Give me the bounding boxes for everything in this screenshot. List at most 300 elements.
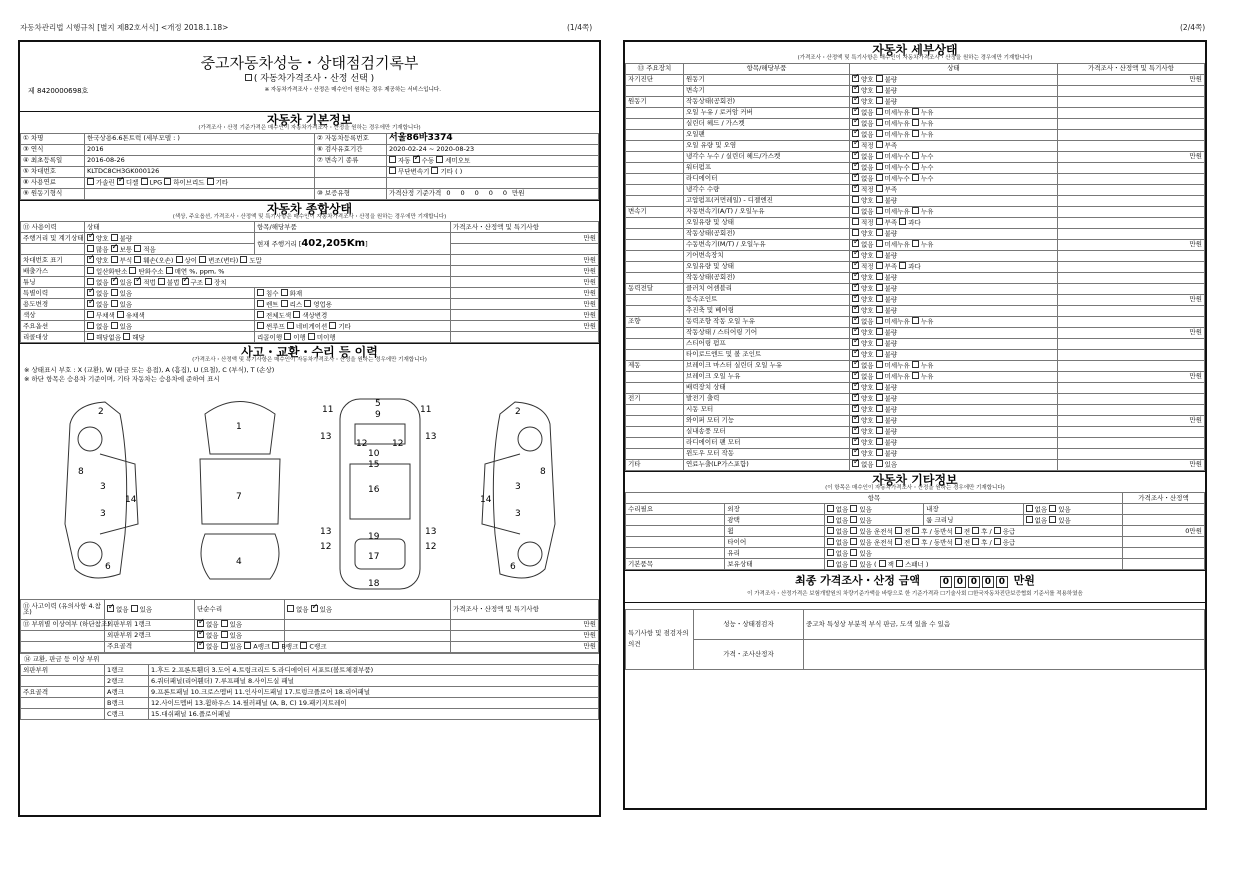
- checkbox[interactable]: [164, 178, 171, 185]
- checkbox[interactable]: [166, 267, 173, 274]
- device-status: ✓ 양호 불량: [850, 382, 1058, 393]
- checkbox[interactable]: [117, 178, 124, 185]
- field-label: [315, 166, 387, 177]
- checkbox[interactable]: [244, 642, 251, 649]
- checkbox[interactable]: [896, 560, 903, 567]
- field-label: ⑨ 원동기형식: [21, 188, 85, 199]
- checkbox[interactable]: [1049, 516, 1056, 523]
- checkbox[interactable]: [852, 207, 859, 214]
- device-group: [626, 338, 684, 349]
- base-price-label: 가격산정 기준가격: [389, 189, 442, 198]
- checkbox[interactable]: [197, 642, 204, 649]
- checkbox[interactable]: [134, 256, 141, 263]
- checkbox[interactable]: [876, 449, 883, 456]
- checkbox[interactable]: [852, 218, 859, 225]
- device-status: ✓ 양호 불량: [850, 250, 1058, 261]
- checkbox[interactable]: [876, 273, 883, 280]
- field-label: 주요옵션: [21, 321, 85, 332]
- price-cell: [1058, 250, 1205, 261]
- checkbox[interactable]: [876, 229, 883, 236]
- device-part: 스티어링 펌프: [684, 338, 850, 349]
- checkbox[interactable]: [123, 333, 130, 340]
- checkbox[interactable]: [852, 229, 859, 236]
- checkbox[interactable]: [87, 267, 94, 274]
- checkbox[interactable]: [389, 167, 396, 174]
- checkbox[interactable]: [850, 505, 857, 512]
- accident-cell: ✓ 없음 있음 A랭크 B랭크 C랭크: [195, 641, 285, 652]
- inspector-opinion[interactable]: 중고차 특성상 부분적 부식 판금, 도색 있을 수 있음: [804, 609, 1205, 639]
- device-group: [626, 162, 684, 173]
- checkbox[interactable]: [111, 245, 118, 252]
- checkbox[interactable]: [850, 560, 857, 567]
- device-group: 원동기: [626, 96, 684, 107]
- checkbox[interactable]: [852, 295, 859, 302]
- checkbox[interactable]: [852, 185, 859, 192]
- column-header: 항목: [626, 493, 1123, 504]
- form-reference: 자동차관리법 시행규칙 [별지 제82호서식] <개정 2018.1.18>: [20, 23, 229, 32]
- checkbox[interactable]: [134, 245, 141, 252]
- checkbox[interactable]: [852, 383, 859, 390]
- svg-text:12: 12: [392, 438, 404, 449]
- field-label: 리콜대상: [21, 332, 85, 343]
- svg-text:16: 16: [368, 484, 380, 495]
- checkbox[interactable]: [111, 322, 118, 329]
- part-group: 외판부위: [21, 665, 105, 676]
- overall-section: [20, 201, 599, 345]
- checkbox[interactable]: [197, 631, 204, 638]
- checkbox[interactable]: [308, 333, 315, 340]
- checkbox[interactable]: [852, 141, 859, 148]
- device-part: 라디에이터: [684, 173, 850, 184]
- checkbox[interactable]: [912, 372, 919, 379]
- checkbox[interactable]: [852, 174, 859, 181]
- checkbox[interactable]: [899, 262, 906, 269]
- device-part: 배력장치 상태: [684, 382, 850, 393]
- table-row: [626, 173, 1205, 184]
- accident-cell: ✓ 없음 있음: [195, 619, 285, 630]
- checkbox[interactable]: [876, 405, 883, 412]
- checkbox[interactable]: [272, 642, 279, 649]
- checkbox[interactable]: [131, 605, 138, 612]
- device-status: ✓ 없음 미세누유 누유: [850, 107, 1058, 118]
- checkbox[interactable]: [852, 449, 859, 456]
- checkbox[interactable]: [895, 527, 902, 534]
- checkbox[interactable]: [852, 306, 859, 313]
- price-cell: 만원: [1058, 294, 1205, 305]
- basic-info-title: 자동차 기본정보: [266, 113, 353, 127]
- checkbox[interactable]: [129, 267, 136, 274]
- price-cell: [1058, 448, 1205, 459]
- checkbox[interactable]: [912, 361, 919, 368]
- table-row: [21, 709, 599, 720]
- accident-cell: ⑬ 부위별 이상여부 (하단참조): [21, 619, 105, 630]
- svg-text:3: 3: [515, 508, 521, 519]
- checkbox[interactable]: [852, 339, 859, 346]
- checkbox[interactable]: [87, 234, 94, 241]
- checkbox[interactable]: [431, 167, 438, 174]
- device-status: ✓ 양호 불량: [850, 96, 1058, 107]
- checkbox[interactable]: [972, 527, 979, 534]
- checkbox[interactable]: [87, 333, 94, 340]
- checkbox[interactable]: [876, 284, 883, 291]
- checkbox[interactable]: [852, 361, 859, 368]
- checkbox[interactable]: [199, 256, 206, 263]
- other-group: [626, 548, 725, 559]
- checkbox[interactable]: [413, 156, 420, 163]
- checkbox[interactable]: [912, 152, 919, 159]
- checkbox[interactable]: [852, 416, 859, 423]
- checkbox[interactable]: [827, 505, 834, 512]
- checkbox[interactable]: [852, 405, 859, 412]
- device-part: 와이퍼 모터 기능: [684, 415, 850, 426]
- svg-text:8: 8: [540, 466, 546, 477]
- checkbox[interactable]: [852, 328, 859, 335]
- checkbox[interactable]: [300, 642, 307, 649]
- checkbox[interactable]: [852, 108, 859, 115]
- field-label: ⑩ 보증유형: [315, 188, 387, 199]
- table-row: [626, 327, 1205, 338]
- device-status: ✓ 양호 불량: [850, 393, 1058, 404]
- checkbox[interactable]: [876, 427, 883, 434]
- field-label: [315, 177, 387, 188]
- device-part: 실린더 헤드 / 가스켓: [684, 118, 850, 129]
- table-row: [626, 316, 1205, 327]
- checkbox[interactable]: [221, 642, 228, 649]
- table-row: [626, 272, 1205, 283]
- device-group: [626, 140, 684, 151]
- checkbox[interactable]: [221, 620, 228, 627]
- checkbox[interactable]: [1049, 505, 1056, 512]
- checkbox[interactable]: [87, 245, 94, 252]
- table-row: [21, 277, 599, 288]
- table-header: [626, 63, 1205, 74]
- checkbox[interactable]: [257, 289, 264, 296]
- checkbox[interactable]: [994, 527, 1001, 534]
- checkbox[interactable]: [876, 130, 883, 137]
- checkbox[interactable]: [293, 311, 300, 318]
- device-part: 발전기 출력: [684, 393, 850, 404]
- device-status: ✓ 양호 불량: [850, 283, 1058, 294]
- checkbox[interactable]: [852, 86, 859, 93]
- checkbox[interactable]: [182, 278, 189, 285]
- accident-cell: [21, 630, 105, 641]
- checkbox[interactable]: [852, 97, 859, 104]
- table-row: [626, 206, 1205, 217]
- checkbox[interactable]: [876, 262, 883, 269]
- svg-text:13: 13: [425, 526, 437, 537]
- checkbox[interactable]: [876, 383, 883, 390]
- checkbox[interactable]: [329, 322, 336, 329]
- checkbox[interactable]: [876, 240, 883, 247]
- checkbox[interactable]: [912, 527, 919, 534]
- checkbox[interactable]: [876, 438, 883, 445]
- column-header: 가격조사・산정액: [1123, 493, 1205, 504]
- checkbox[interactable]: [876, 97, 883, 104]
- checkbox[interactable]: [876, 328, 883, 335]
- checkbox[interactable]: [87, 300, 94, 307]
- checkbox[interactable]: [852, 460, 859, 467]
- checkbox[interactable]: [899, 218, 906, 225]
- final-price-digit: 0: [996, 576, 1008, 588]
- table-row: [626, 393, 1205, 404]
- field-value: ✓ 양호 불량: [85, 233, 255, 244]
- checkbox[interactable]: [827, 549, 834, 556]
- device-status: ✓ 양호 불량: [850, 74, 1058, 85]
- checkbox[interactable]: [852, 240, 859, 247]
- checkbox[interactable]: [87, 322, 94, 329]
- checkbox[interactable]: [912, 174, 919, 181]
- checkbox[interactable]: [221, 631, 228, 638]
- checkbox[interactable]: [87, 311, 94, 318]
- checkbox[interactable]: [111, 278, 118, 285]
- price-cell: [1058, 173, 1205, 184]
- checkbox[interactable]: [876, 174, 883, 181]
- checkbox[interactable]: [281, 300, 288, 307]
- checkbox[interactable]: [876, 317, 883, 324]
- checkbox[interactable]: [850, 538, 857, 545]
- checkbox[interactable]: [912, 130, 919, 137]
- checkbox[interactable]: [876, 207, 883, 214]
- checkbox[interactable]: [117, 311, 124, 318]
- checkbox[interactable]: [827, 527, 834, 534]
- checkbox[interactable]: [257, 300, 264, 307]
- checkbox[interactable]: [876, 75, 883, 82]
- checkbox[interactable]: [1026, 516, 1033, 523]
- checkbox[interactable]: [311, 605, 318, 612]
- checkbox[interactable]: [304, 300, 311, 307]
- final-price-digit: 0: [968, 576, 980, 588]
- table-row: [626, 107, 1205, 118]
- price-cell: 만원: [1058, 371, 1205, 382]
- checkbox[interactable]: [389, 156, 396, 163]
- checkbox[interactable]: [876, 196, 883, 203]
- checkbox[interactable]: [876, 416, 883, 423]
- checkbox[interactable]: [281, 289, 288, 296]
- part-group: [21, 698, 105, 709]
- price-cell: [1058, 129, 1205, 140]
- checkbox[interactable]: [876, 86, 883, 93]
- device-part: 추진축 및 베어링: [684, 305, 850, 316]
- table-row: [21, 166, 599, 177]
- checkbox[interactable]: [852, 163, 859, 170]
- field-label: 용도변경: [21, 299, 85, 310]
- detail-title: 자동차 세부상태: [872, 43, 958, 57]
- device-group: [626, 448, 684, 459]
- checkbox[interactable]: [827, 560, 834, 567]
- checkbox[interactable]: [850, 549, 857, 556]
- field-label: 특별이력: [21, 288, 85, 299]
- checkbox[interactable]: [912, 240, 919, 247]
- checkbox[interactable]: [852, 75, 859, 82]
- checkbox[interactable]: [197, 620, 204, 627]
- remarks-label: 특기사항 및 점검자의 의견: [626, 609, 694, 669]
- column-header: ⑪ 사용이력: [21, 222, 85, 233]
- checkbox[interactable]: [994, 538, 1001, 545]
- price-cell: [451, 332, 599, 343]
- checkbox[interactable]: [87, 178, 94, 185]
- checkbox[interactable]: [87, 278, 94, 285]
- table-row: [626, 349, 1205, 360]
- checkbox[interactable]: [850, 516, 857, 523]
- checkbox[interactable]: [852, 251, 859, 258]
- device-group: 변속기: [626, 206, 684, 217]
- checkbox[interactable]: [879, 560, 886, 567]
- checkbox[interactable]: [852, 350, 859, 357]
- checkbox[interactable]: [876, 394, 883, 401]
- table-row: [21, 676, 599, 687]
- field-value: 썬루프 네비게이션 기타: [255, 321, 451, 332]
- checkbox[interactable]: [876, 141, 883, 148]
- checkbox[interactable]: [852, 284, 859, 291]
- checkbox[interactable]: [205, 278, 212, 285]
- device-group: 동력전달: [626, 283, 684, 294]
- checkbox[interactable]: [284, 333, 291, 340]
- checkbox[interactable]: [87, 256, 94, 263]
- checkbox[interactable]: [876, 339, 883, 346]
- checkbox[interactable]: [876, 251, 883, 258]
- checkbox[interactable]: [876, 163, 883, 170]
- device-status: ✓ 양호 불량: [850, 85, 1058, 96]
- device-group: [626, 261, 684, 272]
- device-status: 없음 미세누유 누유: [850, 206, 1058, 217]
- checkbox[interactable]: [876, 185, 883, 192]
- other-cell: 광택: [725, 515, 824, 526]
- checkbox[interactable]: [852, 372, 859, 379]
- table-row: [626, 459, 1205, 470]
- checkbox[interactable]: [876, 108, 883, 115]
- accident-cell: 만원: [451, 619, 599, 630]
- checkbox[interactable]: [850, 527, 857, 534]
- table-row: [626, 261, 1205, 272]
- part-rank: 1랭크: [105, 665, 149, 676]
- field-label: 배출가스: [21, 266, 85, 277]
- checkbox[interactable]: [852, 196, 859, 203]
- column-header: ⑬ 주요장치: [626, 63, 684, 74]
- checkbox[interactable]: [87, 289, 94, 296]
- checkbox[interactable]: [912, 538, 919, 545]
- checkbox[interactable]: [852, 394, 859, 401]
- basic-info-table: [20, 133, 599, 200]
- checkbox[interactable]: [287, 605, 294, 612]
- checkbox[interactable]: [176, 256, 183, 263]
- checkbox[interactable]: [436, 156, 443, 163]
- checkbox[interactable]: [141, 178, 148, 185]
- checkbox[interactable]: [876, 361, 883, 368]
- checkbox[interactable]: [1026, 505, 1033, 512]
- table-row: [626, 129, 1205, 140]
- checkbox[interactable]: [852, 262, 859, 269]
- checkbox[interactable]: [912, 163, 919, 170]
- checkbox[interactable]: [876, 372, 883, 379]
- price-cell: 만원: [1058, 151, 1205, 162]
- device-status: ✓ 양호 불량: [850, 437, 1058, 448]
- svg-text:19: 19: [368, 531, 380, 542]
- checkbox[interactable]: [107, 605, 114, 612]
- svg-text:18: 18: [368, 578, 380, 589]
- base-price-digit: 0: [446, 189, 451, 198]
- device-group: [626, 349, 684, 360]
- price-cell: [1058, 217, 1205, 228]
- basic-info-note: (가격조사・산정 기준가격은 매수인이 자동차가격조사・산정을 원하는 경우에만 기재합니다): [198, 125, 421, 131]
- device-group: [626, 228, 684, 239]
- checkbox[interactable]: [876, 306, 883, 313]
- column-header: 상태: [850, 63, 1058, 74]
- price-choice-checkbox[interactable]: [245, 74, 252, 81]
- checkbox[interactable]: [207, 178, 214, 185]
- device-status: ✓ 양호 불량: [850, 415, 1058, 426]
- checkbox[interactable]: [955, 538, 962, 545]
- checkbox[interactable]: [852, 438, 859, 445]
- table-row: [626, 283, 1205, 294]
- checkbox[interactable]: [158, 278, 165, 285]
- title-note: ※ 자동차가격조사・산정은 매수인이 원하는 경우 제공하는 서비스입니다.: [264, 87, 441, 93]
- checkbox[interactable]: [852, 317, 859, 324]
- checkbox[interactable]: [827, 516, 834, 523]
- other-cell: 내장: [924, 504, 1023, 515]
- field-label: ④ 최초등록일: [21, 155, 85, 166]
- field-value: 자동 ✓수동 세미오토: [387, 155, 599, 166]
- price-cell: 만원: [451, 233, 599, 244]
- checkbox[interactable]: [852, 152, 859, 159]
- device-status: 적정 부족 과다: [850, 217, 1058, 228]
- final-price-digit: 0: [982, 576, 994, 588]
- checkbox[interactable]: [876, 152, 883, 159]
- price-cell: 만원: [1058, 327, 1205, 338]
- checkbox[interactable]: [852, 119, 859, 126]
- checkbox[interactable]: [955, 527, 962, 534]
- device-status: ✓ 양호 불량: [850, 272, 1058, 283]
- checkbox[interactable]: [111, 300, 118, 307]
- checkbox[interactable]: [111, 256, 118, 263]
- base-price-digit: 0: [502, 189, 508, 198]
- checkbox[interactable]: [912, 317, 919, 324]
- checkbox[interactable]: [912, 119, 919, 126]
- price-cell: [1058, 228, 1205, 239]
- checkbox[interactable]: [895, 538, 902, 545]
- checkbox[interactable]: [876, 460, 883, 467]
- checkbox[interactable]: [287, 322, 294, 329]
- device-group: [626, 85, 684, 96]
- checkbox[interactable]: [257, 322, 264, 329]
- checkbox[interactable]: [912, 207, 919, 214]
- checkbox[interactable]: [111, 234, 118, 241]
- device-group: 조향: [626, 316, 684, 327]
- sedan-note: ※ 하단 항목은 승용차 기준이며, 기타 자동차는 승용차에 준하여 표시: [24, 375, 220, 383]
- price-cell: 만원: [451, 299, 599, 310]
- checkbox[interactable]: [852, 130, 859, 137]
- device-status: ✓ 없음 미세누유 누유: [850, 239, 1058, 250]
- checkbox[interactable]: [852, 273, 859, 280]
- appraiser-opinion[interactable]: [804, 639, 1205, 669]
- checkbox[interactable]: [912, 108, 919, 115]
- svg-text:1: 1: [236, 421, 242, 432]
- checkbox[interactable]: [876, 119, 883, 126]
- device-part: 오일 누유 / 로커암 커버: [684, 107, 850, 118]
- device-part: 오일 유량 및 오염: [684, 140, 850, 151]
- column-header: 가격조사・산정액 및 특기사항: [1058, 63, 1205, 74]
- field-label: 차대번호 표기: [21, 255, 85, 266]
- checkbox[interactable]: [972, 538, 979, 545]
- checkbox[interactable]: [240, 256, 247, 263]
- checkbox[interactable]: [827, 538, 834, 545]
- checkbox[interactable]: [852, 427, 859, 434]
- checkbox[interactable]: [257, 311, 264, 318]
- checkbox[interactable]: [134, 278, 141, 285]
- checkbox[interactable]: [876, 218, 883, 225]
- checkbox[interactable]: [876, 350, 883, 357]
- checkbox[interactable]: [876, 295, 883, 302]
- checkbox[interactable]: [111, 289, 118, 296]
